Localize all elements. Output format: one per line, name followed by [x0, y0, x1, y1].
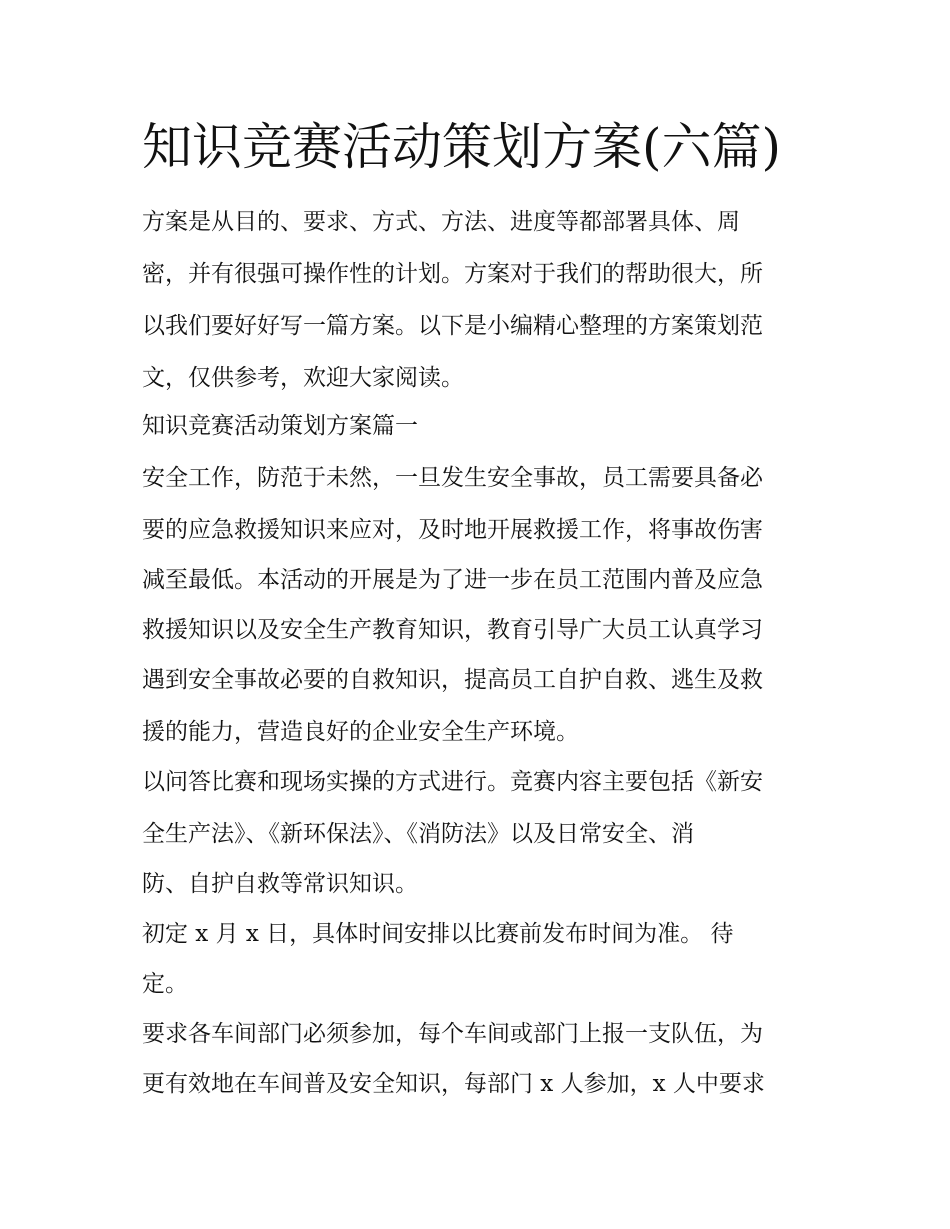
document-title: 知识竞赛活动策划方案(六篇)	[142, 118, 782, 176]
intro-line-3: 以我们要好好写一篇方案。以下是小编精心整理的方案策划范	[142, 313, 763, 339]
body-line: 遇到安全事故必要的自救知识，提高员工自护自救、逃生及救	[142, 667, 763, 693]
body-line: 全生产法》、《新环保法》、《消防法》以及日常安全、消	[142, 821, 694, 847]
intro-line-2: 密，并有很强可操作性的计划。方案对于我们的帮助很大，所	[142, 261, 763, 287]
body-line: 救援知识以及安全生产教育知识，教育引导广大员工认真学习	[142, 617, 763, 643]
body-line: 以问答比赛和现场实操的方式进行。竞赛内容主要包括《新安	[142, 769, 763, 795]
body-line: 更有效地在车间普及安全知识，每部门 x 人参加，x 人中要求	[142, 1071, 765, 1097]
body-line: 减至最低。本活动的开展是为了进一步在员工范围内普及应急	[142, 567, 763, 593]
intro-line-1: 方案是从目的、要求、方式、方法、进度等都部署具体、周	[142, 209, 740, 235]
body-line: 要求各车间部门必须参加，每个车间或部门上报一支队伍，为	[142, 1021, 763, 1047]
section-heading-1: 知识竞赛活动策划方案篇一	[142, 413, 418, 439]
body-line: 安全工作，防范于未然，一旦发生安全事故，员工需要具备必	[142, 465, 763, 491]
body-line: 援的能力，营造良好的企业安全生产环境。	[142, 719, 579, 745]
body-line: 初定 x 月 x 日，具体时间安排以比赛前发布时间为准。 待	[142, 921, 734, 947]
body-line: 要的应急救援知识来应对，及时地开展救援工作，将事故伤害	[142, 517, 763, 543]
intro-line-4: 文，仅供参考，欢迎大家阅读。	[142, 365, 464, 391]
body-line: 防、自护自救等常识知识。	[142, 871, 418, 897]
body-line: 定。	[142, 971, 188, 997]
